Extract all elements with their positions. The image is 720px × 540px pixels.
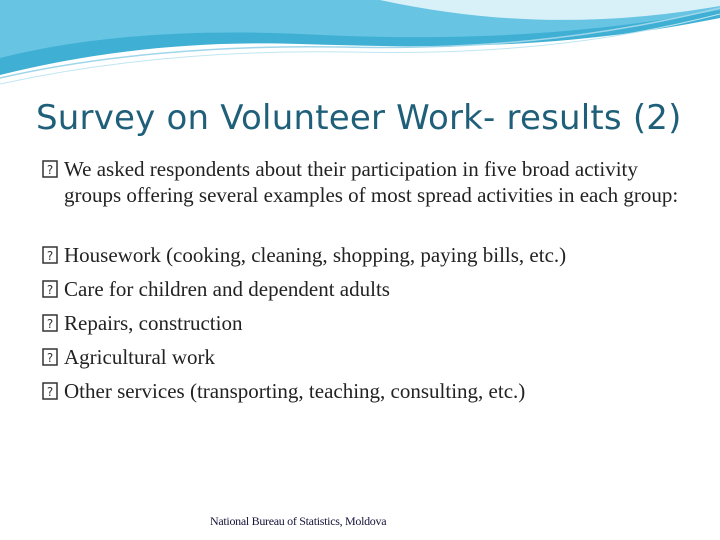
header-wave-decoration (0, 0, 720, 90)
activity-item (40, 344, 700, 370)
slide-body (40, 156, 700, 404)
bullet-box-icon (40, 278, 62, 296)
svg-text:?: ? (46, 283, 54, 297)
bullet-box-icon (40, 380, 62, 398)
intro-paragraph (40, 156, 700, 208)
activity-item (40, 242, 700, 268)
bullet-box-icon (40, 312, 62, 330)
svg-text:?: ? (46, 317, 54, 331)
page-title: Survey on Volunteer Work- results (2) (36, 98, 682, 138)
activity-text: Agricultural work (64, 345, 216, 369)
activity-text: Care for children and dependent adults (64, 277, 390, 301)
intro-text: We asked respondents about their participation in five broad activity groups offering several examples of most spread activities in each group: (64, 157, 679, 207)
svg-text:?: ? (46, 163, 54, 177)
bullet-box-icon (40, 158, 62, 176)
footer-source: National Bureau of Statistics, Moldova (210, 514, 387, 528)
svg-text:?: ? (46, 249, 54, 263)
activity-text: Repairs, construction (64, 311, 243, 335)
activity-item (40, 310, 700, 336)
spacer (40, 208, 700, 242)
svg-text:?: ? (46, 385, 54, 399)
bullet-box-icon (40, 244, 62, 262)
svg-text:?: ? (46, 351, 54, 365)
bullet-box-icon (40, 346, 62, 364)
activity-item (40, 378, 700, 404)
activity-item (40, 276, 700, 302)
activity-text: Housework (cooking, cleaning, shopping, paying bills, etc.) (64, 243, 567, 267)
activity-text: Other services (transporting, teaching, consulting, etc.) (64, 379, 526, 403)
